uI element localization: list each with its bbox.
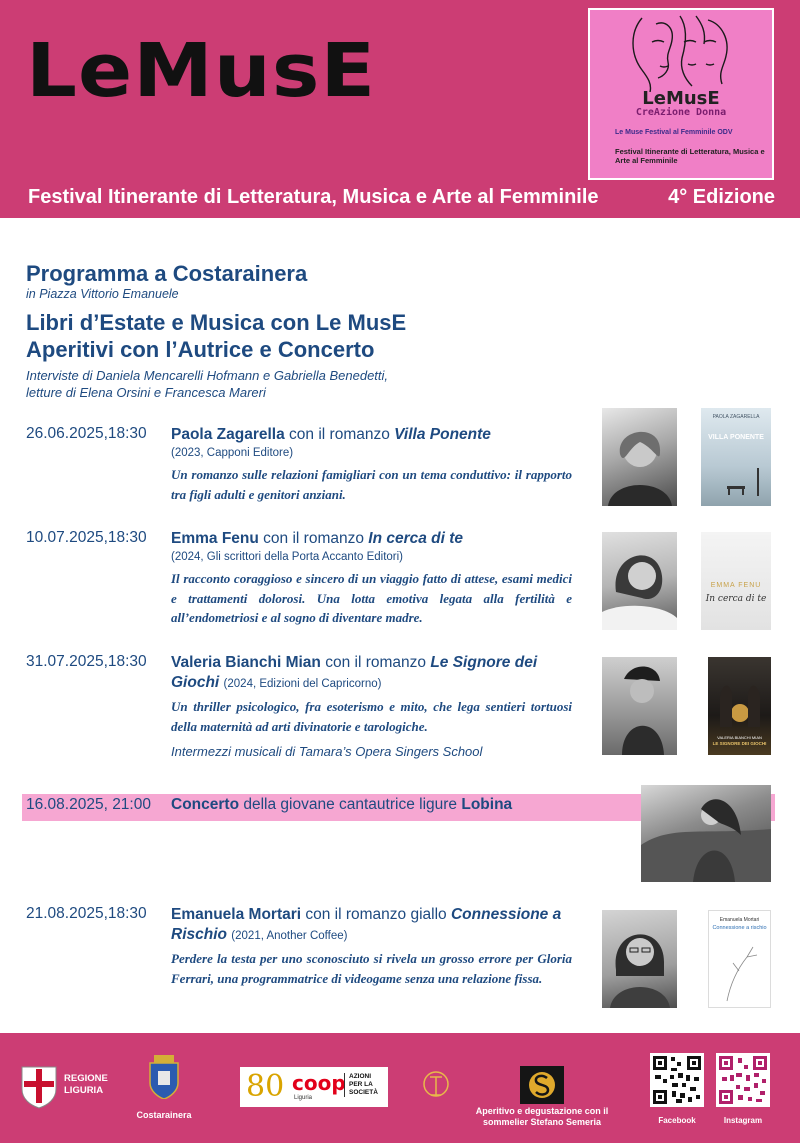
event-headline [171, 425, 572, 445]
instagram-qr[interactable] [716, 1053, 770, 1107]
festival-subtitle: Festival Itinerante di Letteratura, Musica e Arte al Femminile [28, 186, 599, 208]
bench-icon [701, 408, 771, 506]
event-book-title: In cerca di te [368, 530, 464, 547]
event-connector: con il romanzo [284, 426, 395, 443]
event-headline [171, 905, 572, 945]
event-date: 21.08.2025,18:30 [26, 905, 147, 922]
liguria-shield-icon [20, 1065, 58, 1109]
faces-logo-icon [622, 14, 742, 92]
portrait-icon [602, 657, 677, 755]
event-entry [171, 529, 572, 628]
facebook-label[interactable]: Facebook [658, 1116, 696, 1125]
logo-description: Festival Itinerante di Letteratura, Musica e Arte al Femminile [615, 147, 765, 166]
cover-title: VILLA PONENTE [708, 434, 764, 441]
author-photo [602, 657, 677, 755]
header-banner [0, 0, 800, 218]
sommelier-emblem-icon [422, 1065, 450, 1103]
program-title: Programma a Costarainera [26, 261, 308, 286]
hand-sketch-icon [709, 911, 771, 1008]
event-headline [171, 529, 572, 549]
festival-logo [588, 8, 774, 180]
author-photo [602, 408, 677, 506]
book-cover [708, 657, 771, 755]
concert-artist: Lobina [461, 796, 513, 813]
region-label: REGIONE LIGURIA [64, 1073, 108, 1096]
event-note: Intermezzi musicali di Tamara’s Opera Singers School [171, 744, 483, 760]
main-title-line1: Libri d’Estate e Musica con Le MusE [26, 310, 407, 335]
concert-text: della giovane cantautrice ligure [239, 796, 462, 813]
s-logo [520, 1066, 564, 1104]
event-connector: con il romanzo [258, 530, 369, 547]
coop-region: Liguria [294, 1095, 313, 1101]
event-date: 10.07.2025,18:30 [26, 529, 147, 546]
facebook-qr[interactable] [650, 1053, 704, 1107]
portrait-icon [602, 910, 677, 1008]
qr-code-icon [716, 1053, 770, 1107]
main-title [26, 309, 406, 364]
artist-photo [641, 785, 771, 882]
town-label: Costarainera [136, 1110, 192, 1120]
concert-date: 16.08.2025, 21:00 [26, 796, 151, 813]
event-entry [171, 425, 572, 504]
cover-author: EMMA FENU [710, 582, 762, 589]
event-book-title: Connessione a Rischio [171, 906, 562, 944]
concert-headline [171, 796, 512, 814]
event-entry [171, 905, 572, 988]
book-cover [701, 532, 771, 630]
event-book-title: Le Signore dei Giochi [171, 654, 538, 692]
event-entry [171, 653, 572, 759]
s-monogram-icon [520, 1066, 564, 1104]
cover-author: VALERIA BIANCHI MIAN [717, 735, 762, 740]
cover-title: Connessione a rischio [712, 925, 767, 931]
coop-azioni: AZIONI PER LA SOCIETÀ [344, 1073, 384, 1097]
singer-icon [641, 785, 771, 882]
sponsor-line1: Aperitivo e degustazione con il [475, 1106, 609, 1116]
brand-title: LeMusE [26, 28, 377, 114]
sponsor-line2: sommelier Stefano Semeria [482, 1117, 602, 1128]
cover-author: PAOLA ZAGARELLA [712, 414, 760, 420]
coop-brand: coop [292, 1071, 346, 1095]
coop-logo [240, 1067, 388, 1107]
event-headline [171, 653, 572, 693]
interviews-line1: Interviste di Daniela Mencarelli Hofmann e Gabriella Benedetti, [26, 368, 389, 383]
event-publisher: (2024, Edizioni del Capricorno) [223, 678, 382, 691]
sponsor-text [462, 1106, 622, 1129]
costarainera-crest-icon [148, 1055, 180, 1099]
interviews-line2: letture di Elena Orsini e Francesca Mareri [26, 384, 266, 400]
event-publisher: (2023, Capponi Editore) [171, 447, 294, 460]
footer-sponsors [0, 1033, 800, 1143]
interviews-credits [26, 368, 388, 402]
portrait-icon [602, 532, 677, 630]
event-book-title: Villa Ponente [394, 426, 491, 443]
author-photo [602, 910, 677, 1008]
portrait-icon [602, 408, 677, 506]
event-author: Emma Fenu [171, 530, 259, 547]
qr-code-icon [650, 1053, 704, 1107]
program-place: in Piazza Vittorio Emanuele [26, 287, 179, 301]
author-photo [602, 532, 677, 630]
event-date: 31.07.2025,18:30 [26, 653, 147, 670]
event-description: Un romanzo sulle relazioni famigliari con un tema conduttivo: il rapporto tra figli adulti e genitori anziani. [171, 467, 572, 502]
cover-author: Emanuela Mortari [719, 917, 760, 923]
concert-label: Concerto [171, 796, 240, 813]
book-cover [701, 408, 771, 506]
event-description: Il racconto coraggioso e sincero di un viaggio fatto di attese, esami medici e trattamenti dolorosi. Una lotta emotiva legata alla fertilità e all’endometriosi e al sogno di diventare madre. [171, 571, 572, 626]
event-description: Un thriller psicologico, fra esoterismo e mito, che lega sentieri tortuosi della maternità ad arti divinatorie e tarologiche. [171, 699, 572, 734]
main-title-line2: Aperitivi con l’Autrice e Concerto [26, 337, 375, 363]
instagram-label[interactable]: Instagram [723, 1116, 763, 1125]
coop-years: 80 [246, 1069, 285, 1104]
event-author: Paola Zagarella [171, 426, 285, 443]
logo-title: LeMusE [642, 88, 720, 109]
book-cover [708, 910, 771, 1008]
logo-subtitle: CreAzione Donna [635, 107, 727, 118]
event-publisher: (2024, Gli scrittori della Porta Accanto Editori) [171, 551, 404, 564]
logo-org: Le Muse Festival al Femminile ODV [615, 129, 733, 136]
event-connector: con il romanzo giallo [301, 906, 451, 923]
event-publisher: (2021, Another Coffee) [231, 930, 348, 943]
event-description: Perdere la testa per uno sconosciuto si rivela un grosso errore per Gloria Ferrari, una programmatrice di videogame senza una relazione fissa. [171, 951, 572, 986]
cover-title: In cerca di te [705, 594, 767, 604]
edition-label: 4° Edizione [668, 186, 775, 208]
event-author: Valeria Bianchi Mian [171, 654, 321, 671]
event-connector: con il romanzo [320, 654, 431, 671]
cover-title: LE SIGNORE DEI GIOCHI [712, 741, 767, 746]
event-date: 26.06.2025,18:30 [26, 425, 147, 442]
event-author: Emanuela Mortari [171, 906, 302, 923]
